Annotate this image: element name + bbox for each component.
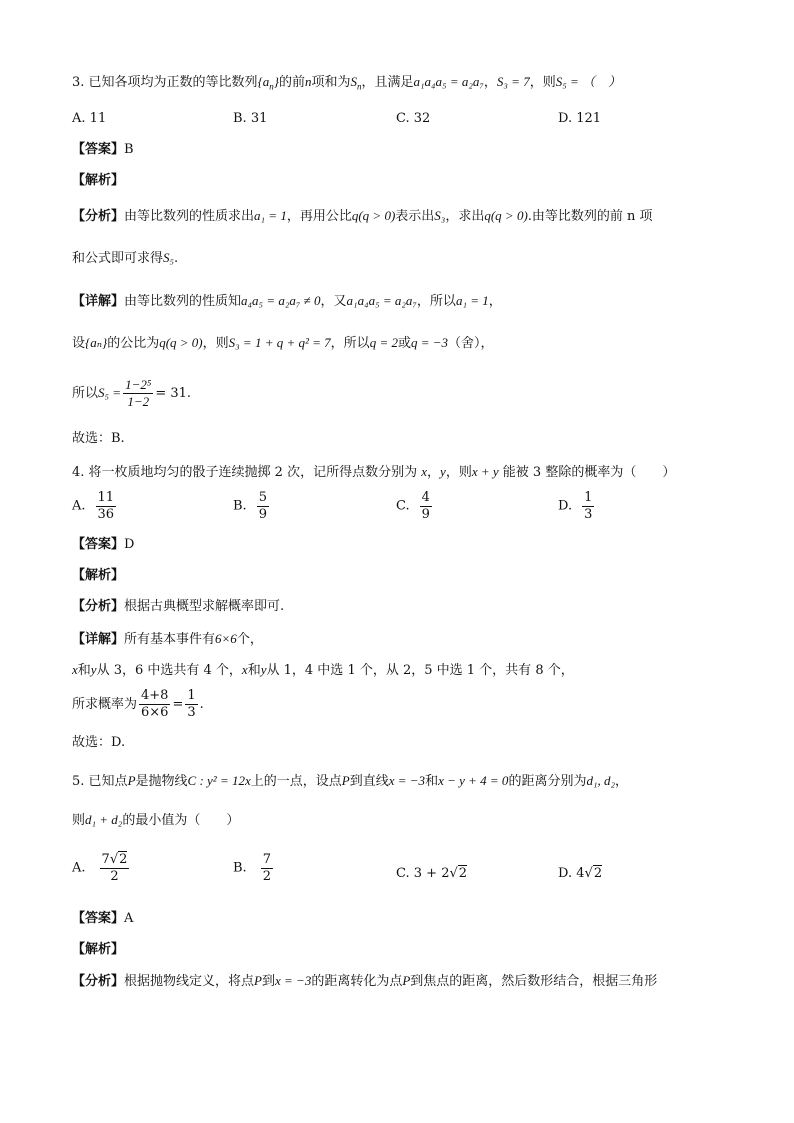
q3-analysis-heading: 【解析】	[72, 173, 125, 188]
q4-xiangjie: 【详解】所有基本事件有6×6个，	[72, 631, 263, 647]
q3-option-d: D. 121	[558, 111, 602, 126]
q3-answer: 【答案】B	[72, 142, 134, 157]
q3-conclusion: 故选：B.	[72, 431, 125, 446]
q3-xiangjie-3: 所以S₅ = $\frac{\text{1−2⁵}}{1-2}$ = 31.	[72, 377, 192, 409]
q4-stem: 4. 将一枚质地均匀的骰子连续抛掷 2 次，记所得点数分别为 x，y，则x + y 能被 3 整除的概率为（ ）	[72, 464, 676, 480]
q5-stem-2: 则d₁ + d₂的最小值为（ ）	[72, 812, 240, 828]
q4-option-b: B. $\frac{5}{9}$	[233, 490, 267, 522]
q3-option-c: C. 32	[396, 111, 431, 126]
q4-fraction-1: $\frac{4+8}{6\times 6}$	[141, 688, 169, 720]
q4-xiangjie-3: 所求概率为 $\frac{4+8}{6\times 6}$ = $\frac{1}{3}$ .	[72, 688, 204, 720]
q4-analysis-heading: 【解析】	[72, 568, 125, 583]
q4-option-d: D. $\frac{1}{3}$	[558, 490, 593, 522]
q3-option-b: B. 31	[233, 111, 268, 126]
q5-option-b: B. $\frac{7}{2}$	[233, 852, 271, 884]
q3-fraction: $\frac{\text{1−2⁵}}{1-2}$	[125, 377, 152, 409]
q4-answer: 【答案】D	[72, 537, 135, 552]
q4-xiangjie-2: x和y从 3，6 中选共有 4 个，x和y从 1，4 中选 1 个，从 2，5 中选 1 个，共有 8 个，	[72, 662, 574, 678]
q5-fenxi: 【分析】根据抛物线定义，将点P到x = −3的距离转化为点P到焦点的距离，然后数形结合，根据三角形	[72, 973, 658, 989]
q4-fraction-2: $\frac{1}{3}$	[187, 688, 196, 720]
q5-stem: 5. 已知点P是抛物线C : y² = 12x上的一点，设点P到直线x = −3和x − y + 4 = 0的距离分别为d₁, d₂，	[72, 773, 629, 789]
q3-stem: 3. 已知各项均为正数的等比数列$\{a_n\}$的前n项和为$S_n$，且满足a₁a₄a₅ = a₂a₇，S₃ = 7，则S₅ = （ ）	[72, 74, 622, 92]
q3-fenxi-cont: 和公式即可求得S₅.	[72, 250, 179, 266]
q5-option-c: C. 3 + 2√2	[396, 866, 468, 881]
q3-xiangjie-2: 设{aₙ}的公比为q(q > 0)，则S₃ = 1 + q + q² = 7，所以q = 2或q = −3（舍），	[72, 335, 494, 351]
q4-fenxi: 【分析】根据古典概型求解概率即可.	[72, 599, 285, 614]
q5-option-a: A. $\frac{7√2}{2}$	[72, 852, 128, 884]
q3-xiangjie: 【详解】由等比数列的性质知a₄a₅ = a₂a₇ ≠ 0，又a₁a₄a₅ = a₂a₇，所以a₁ = 1，	[72, 293, 502, 309]
q4-option-a: A. $\frac{11}{36}$	[72, 490, 115, 522]
q3-fenxi: 【分析】由等比数列的性质求出a₁ = 1，再用公比q(q > 0)表示出S₃，求出q(q > 0).由等比数列的前 n 项	[72, 208, 653, 224]
q5-option-d: D. 4√2	[558, 866, 603, 881]
q4-conclusion: 故选：D.	[72, 735, 126, 750]
q4-option-c: C. $\frac{4}{9}$	[396, 490, 430, 522]
q3-option-a: A. 11	[72, 111, 107, 126]
q5-answer: 【答案】A	[72, 911, 134, 926]
q5-analysis-heading: 【解析】	[72, 942, 125, 957]
